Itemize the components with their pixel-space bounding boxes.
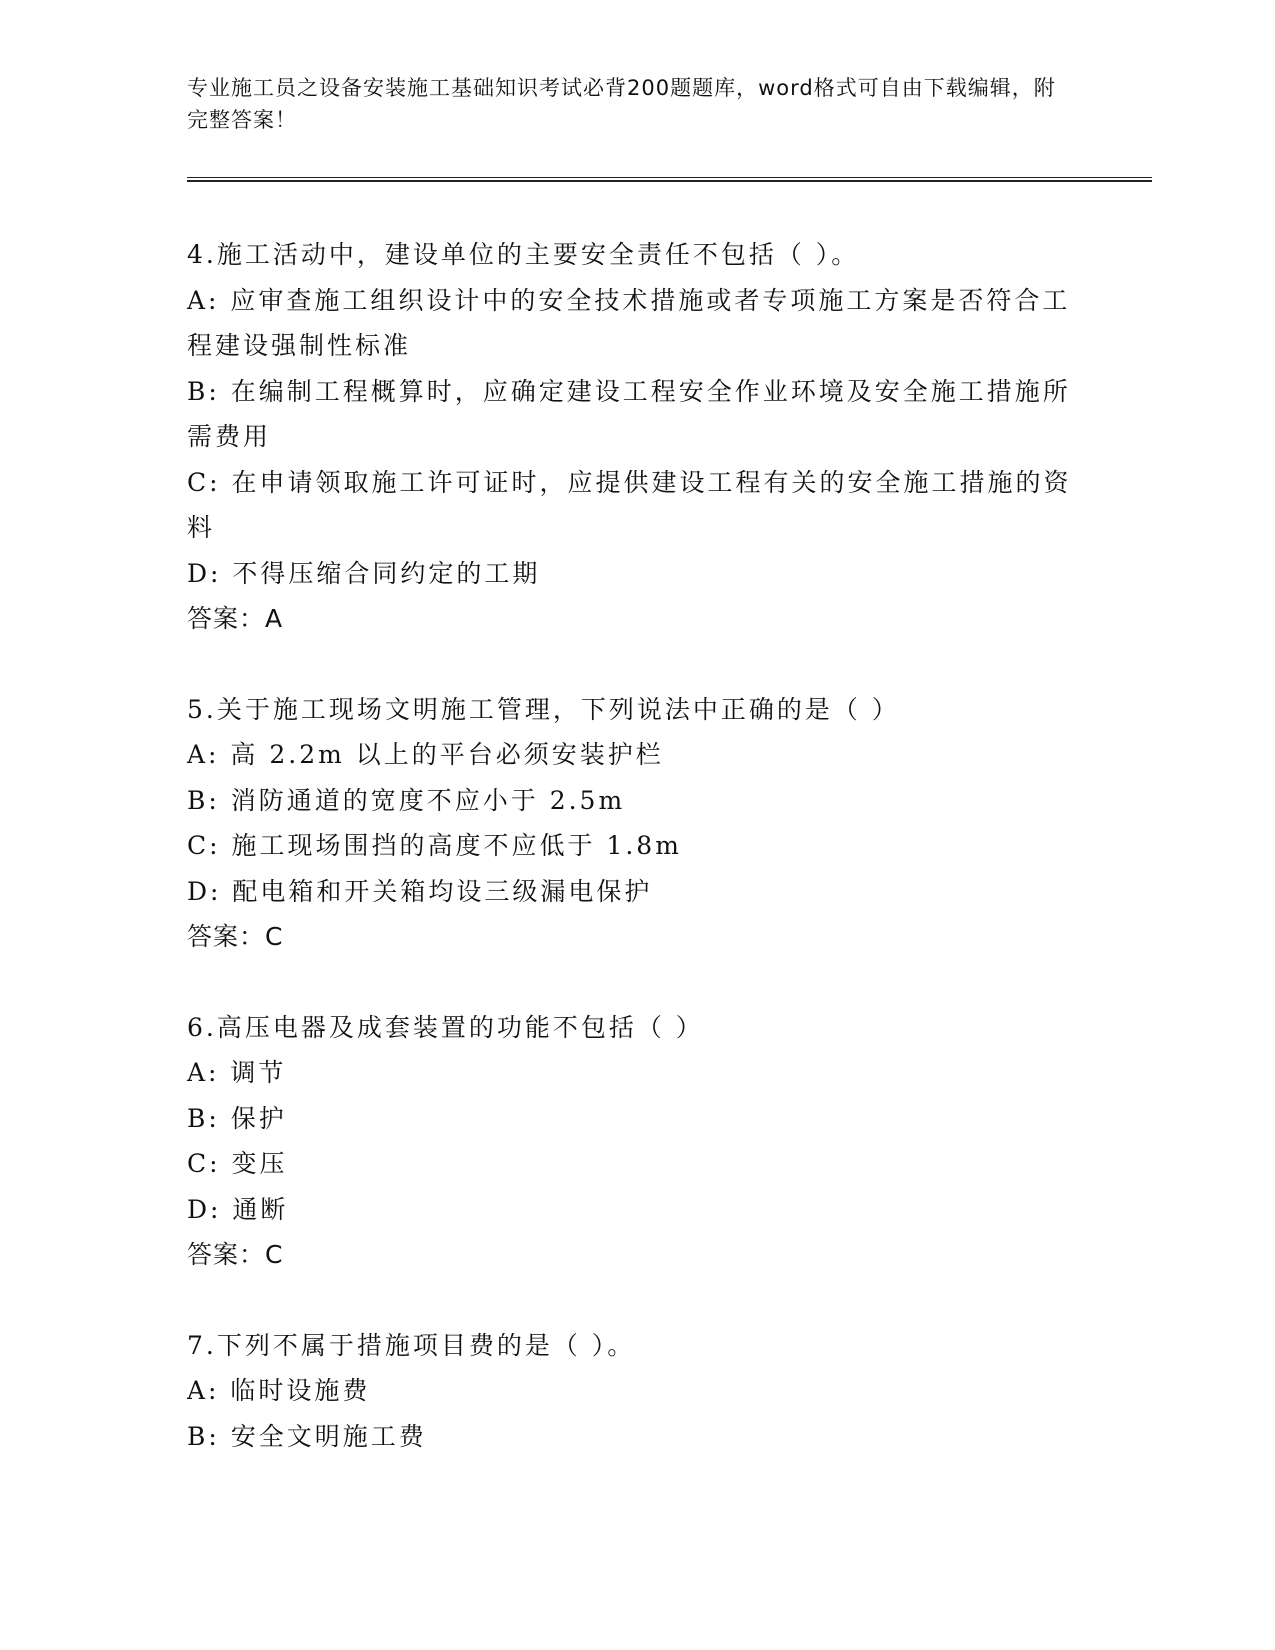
question-stem: 7.下列不属于措施项目费的是（ ）。 bbox=[187, 1330, 636, 1360]
question-stem: 4.施工活动中，建设单位的主要安全责任不包括（ ）。 bbox=[187, 240, 860, 269]
option-c: C: 在申请领取施工许可证时，应提供建设工程有关的安全施工措施的资料 bbox=[187, 467, 1072, 542]
option-a: A: 应审查施工组织设计中的安全技术措施或者专项施工方案是否符合工程建设强制性标准 bbox=[187, 285, 1071, 360]
option-b: B: 消防通道的宽度不应小于 2.5m bbox=[187, 785, 626, 815]
answer-label: 答案：C bbox=[187, 922, 284, 951]
question-stem: 6.高压电器及成套装置的功能不包括（ ） bbox=[187, 1012, 704, 1042]
question-item bbox=[187, 232, 1087, 642]
option-b: B: 在编制工程概算时，应确定建设工程安全作业环境及安全施工措施所需费用 bbox=[187, 376, 1071, 451]
option-d: D: 配电箱和开关箱均设三级漏电保护 bbox=[187, 876, 653, 906]
answer-label: 答案：C bbox=[187, 1240, 284, 1269]
document-header: 专业施工员之设备安装施工基础知识考试必背200题题库，word格式可自由下载编辑，附完整答案！ bbox=[187, 76, 1056, 132]
option-a: A: 临时设施费 bbox=[187, 1376, 371, 1405]
header-divider bbox=[187, 177, 1152, 182]
option-b: B: 保护 bbox=[187, 1103, 287, 1133]
option-b: B: 安全文明施工费 bbox=[187, 1421, 427, 1451]
question-stem: 5.关于施工现场文明施工管理，下列说法中正确的是（ ） bbox=[187, 694, 900, 724]
answer-label: 答案：A bbox=[187, 604, 284, 633]
option-a: A: 调节 bbox=[187, 1058, 287, 1087]
question-item bbox=[187, 687, 1087, 960]
question-item bbox=[187, 1323, 1087, 1460]
question-list bbox=[187, 232, 1087, 1459]
option-a: A: 高 2.2m 以上的平台必须安装护栏 bbox=[187, 740, 664, 769]
option-d: D: 不得压缩合同约定的工期 bbox=[187, 558, 541, 588]
option-d: D: 通断 bbox=[187, 1194, 289, 1224]
question-item bbox=[187, 1005, 1087, 1278]
option-c: C: 变压 bbox=[187, 1149, 288, 1178]
option-c: C: 施工现场围挡的高度不应低于 1.8m bbox=[187, 831, 682, 860]
